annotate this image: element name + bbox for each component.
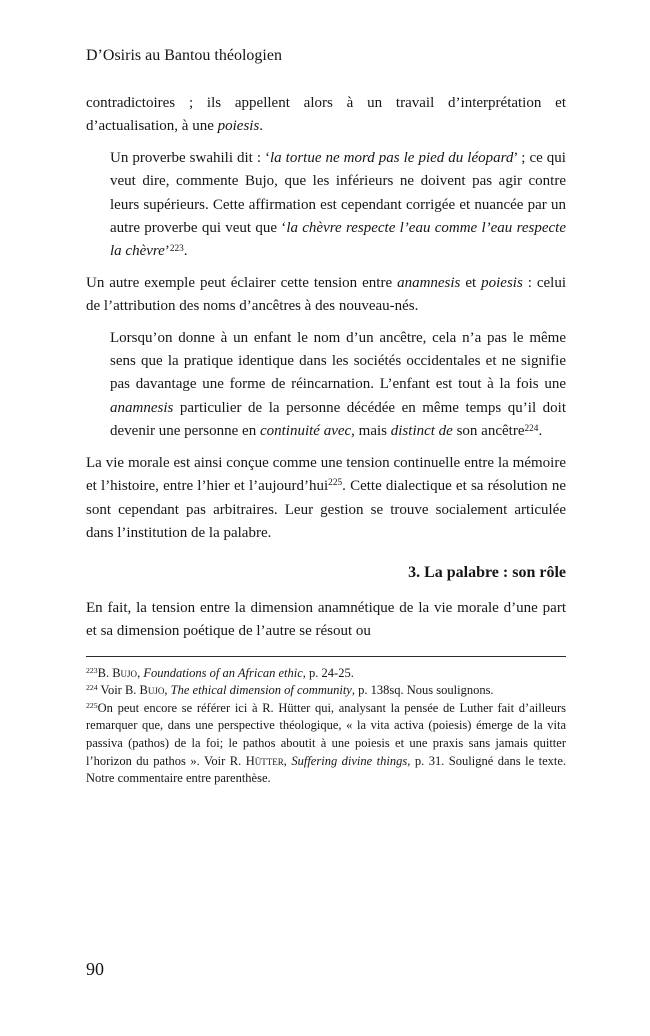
italic-proverb: la tortue ne mord pas le pied du léopard — [270, 149, 514, 166]
text-segment: ’ ; ce qui veut dire, commente Bujo, que les inférieurs ne doivent pas agir contre leurs supérieurs. Cette affirmation est cependant corrigée et nuancée par un autre proverbe qui veut que ‘ — [110, 149, 566, 237]
section-heading-text: 3. La palabre : son rôle — [408, 564, 566, 582]
page-number — [86, 959, 104, 980]
footnotes-section — [86, 656, 566, 788]
footnote-number: 225 — [86, 700, 98, 710]
paragraph-4 — [86, 597, 566, 644]
text-segment: En fait, la tension entre la dimension anamnétique de la vie morale d’une part et sa dimension poétique de l’autre se résout ou — [86, 599, 566, 640]
italic-term: continuité avec, — [259, 423, 355, 440]
text-segment: , — [283, 753, 292, 768]
blockquote-ancestor — [110, 327, 566, 444]
text-segment: son ancêtre — [452, 423, 525, 440]
text-segment: . — [259, 118, 264, 135]
italic-term: poiesis — [217, 118, 260, 135]
footnote-ref-223: 223 — [169, 243, 184, 254]
author-smallcaps: Hütter — [245, 753, 284, 768]
author-smallcaps: Bujo — [112, 665, 138, 680]
footnote-ref-224: 224 — [524, 423, 539, 434]
italic-title: Suffering divine things — [291, 753, 408, 768]
footnote-separator — [86, 656, 566, 657]
running-header-text: D’Osiris au Bantou théologien — [86, 47, 282, 64]
italic-term: anamnesis — [397, 274, 461, 291]
section-heading — [86, 561, 566, 584]
text-segment: . — [183, 243, 188, 260]
text-segment: La vie morale est ainsi conçue comme une tension continuelle entre la mémoire et l’histoire, entre l’hier et l’aujourd’hui — [86, 454, 566, 495]
paragraph-2 — [86, 272, 566, 319]
text-segment: Voir B. — [97, 683, 140, 698]
italic-term: poiesis — [481, 274, 523, 291]
text-segment: Un autre exemple peut éclairer cette tension entre — [86, 274, 398, 291]
text-segment: . — [538, 423, 543, 440]
text-segment: , p. 138sq. Nous soulignons. — [351, 683, 494, 698]
footnote-number: 224 — [86, 683, 98, 693]
running-header — [86, 46, 566, 65]
text-segment: , — [164, 683, 171, 698]
text-block — [86, 92, 566, 644]
footnote-223 — [86, 665, 566, 683]
italic-proverb: la chèvre respecte l’eau comme l’eau respecte la chèvre — [110, 220, 566, 260]
page-number-text: 90 — [86, 959, 104, 979]
text-segment: et — [460, 274, 482, 291]
text-segment: : celui de l’attribution des noms d’ancêtres à des nouveau-nés. — [86, 274, 566, 315]
paragraph-1 — [86, 92, 566, 139]
italic-title: Foundations of an African ethic — [143, 665, 303, 680]
blockquote-proverb — [110, 147, 566, 264]
footnote-ref-225: 225 — [328, 478, 343, 489]
text-segment: . Cette dialectique et sa résolution ne sont cependant pas arbitraires. Leur gestion se trouve socialement articulée dans l’institution de la palabre. — [86, 478, 566, 541]
italic-title: The ethical dimension of community — [170, 683, 352, 698]
text-segment: Lorsqu’on donne à un enfant le nom d’un ancêtre, cela n’a pas le même sens que la pratique identique dans les sociétés occidentales et ne signifie pas davantage une forme de réincarnation. L’enfant est tout à la fois une — [110, 329, 566, 393]
footnote-224 — [86, 682, 566, 700]
text-segment: , p. 24-25. — [302, 665, 354, 680]
paragraph-3 — [86, 452, 566, 546]
footnote-number: 223 — [86, 665, 98, 675]
text-segment: B. — [97, 665, 113, 680]
text-segment: mais — [354, 423, 391, 440]
text-segment: , — [137, 665, 144, 680]
author-smallcaps: Bujo — [139, 683, 165, 698]
text-segment: particulier de la personne décédée en même temps qu’il doit devenir une personne en — [110, 399, 566, 440]
text-segment: Un proverbe swahili dit : ‘ — [110, 149, 270, 166]
text-segment: contradictoires ; ils appellent alors à un travail d’interprétation et d’actualisation, à une — [86, 95, 566, 135]
italic-term: distinct de — [390, 423, 453, 440]
text-segment: , p. 31. Souligné dans le texte. Notre commentaire entre parenthèse. — [86, 753, 567, 786]
italic-term: anamnesis — [110, 399, 174, 416]
text-segment: ’ — [164, 243, 170, 260]
text-segment: On peut encore se référer ici à R. Hütter qui, analysant la pensée de Luther fait d’ailleurs remarquer que, dans une perspective théologique, « la vita activa (poiesis) émerge de la vita passiva (pathos) de la foi; le pathos aboutit à une poiesis et une praxis sans jamais quitter l’horizon du pathos ». Voir R. — [86, 700, 566, 768]
footnote-225 — [86, 700, 566, 788]
